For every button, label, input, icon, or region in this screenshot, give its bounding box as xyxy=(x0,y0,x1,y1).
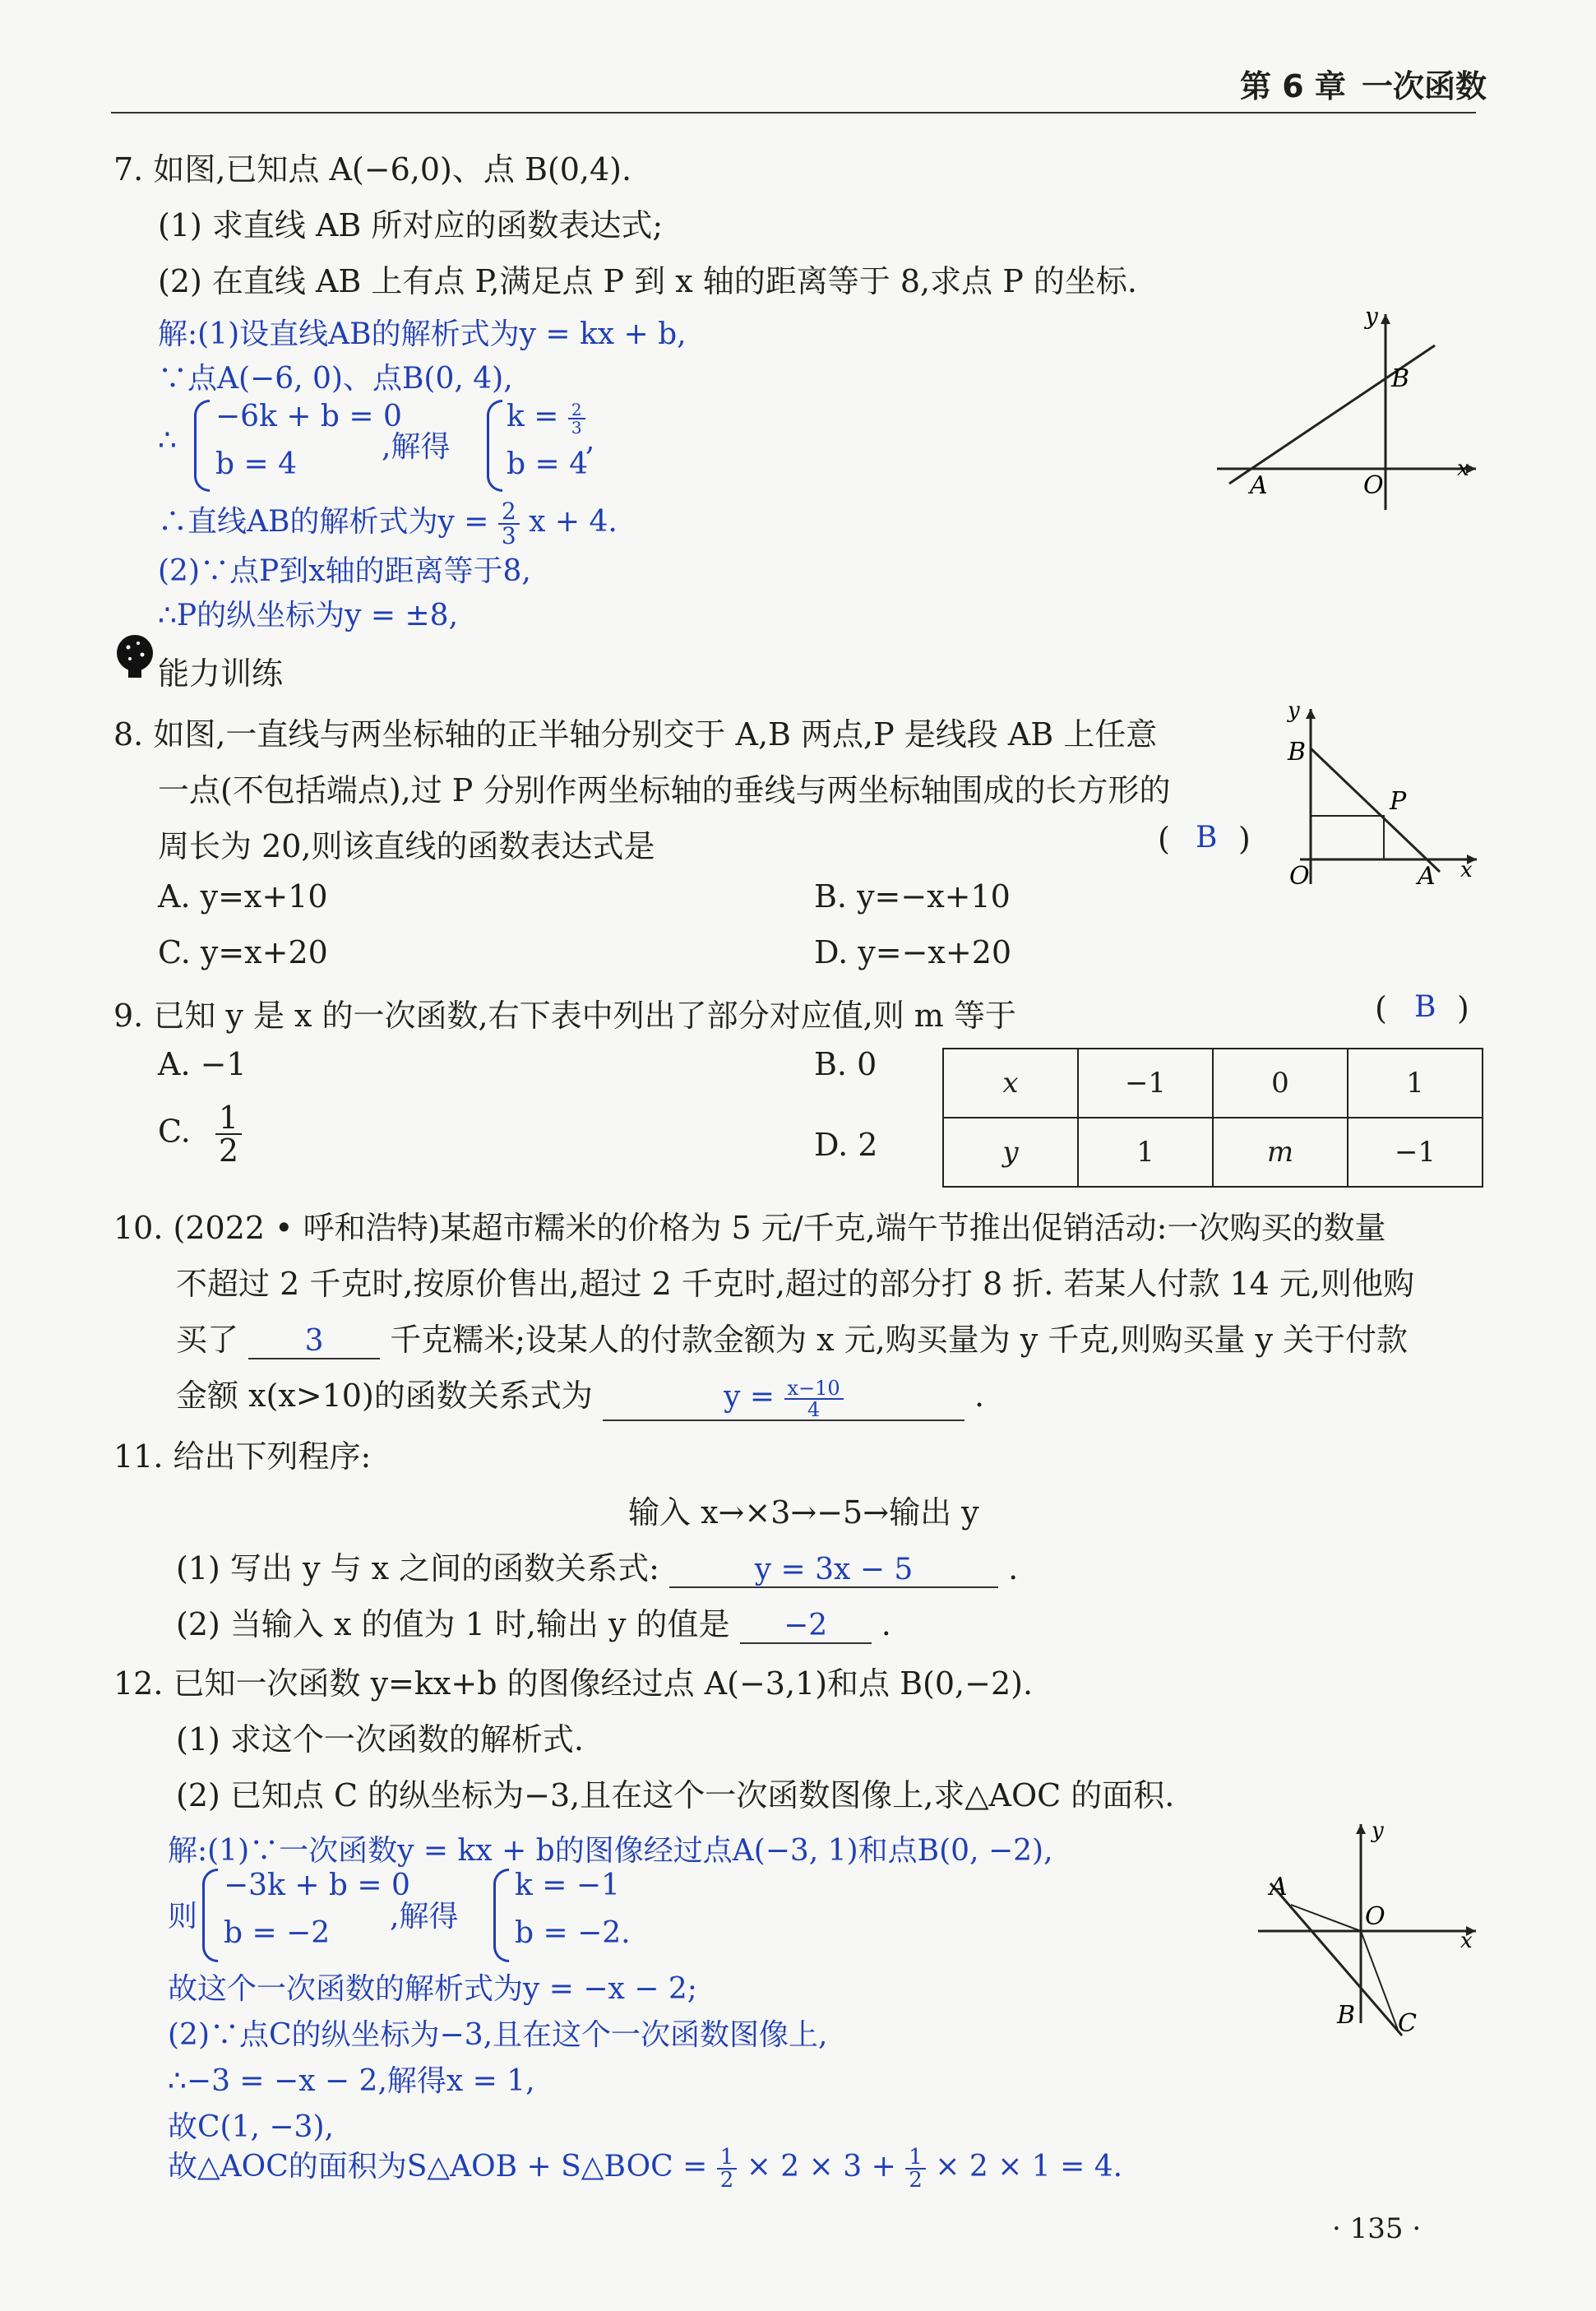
q8-label-b: B xyxy=(1288,738,1307,766)
q12-sys1-eq1: −3k + b = 0 xyxy=(224,1869,410,1902)
q12-sys2-eq2: b = −2. xyxy=(515,1916,631,1950)
q12-y-arrow xyxy=(1356,1824,1366,1834)
q7-brace-2 xyxy=(487,400,502,492)
q7-y-arrow xyxy=(1381,314,1390,324)
q10-line4: 金额 x(x>10)的函数关系式为 y = $\frac{x-10}{4}$ . xyxy=(176,1377,985,1421)
q8-figure xyxy=(1279,699,1485,896)
q10-blank-2: y = $\frac{x-10}{4}$ xyxy=(603,1378,965,1421)
q7-stem: 7. 如图,已知点 A(−6,0)、点 B(0,4). xyxy=(113,151,632,188)
q8-line1: 8. 如图,一直线与两坐标轴的正半轴分别交于 A,B 两点,P 是线段 AB 上任意 xyxy=(113,716,1158,753)
q9-stem: 9. 已知 y 是 x 的一次函数,右下表中列出了部分对应值,则 m 等于 xyxy=(113,998,1016,1034)
chapter-title: 一次函数 xyxy=(1362,68,1487,104)
q12-brace-1 xyxy=(202,1869,218,1962)
q7-k-fraction: $\frac{2}{3}$ xyxy=(568,401,585,436)
q7-sol-line1: 解:(1)设直线AB的解析式为y = kx + b, xyxy=(158,317,687,351)
q12-label-a: A xyxy=(1270,1873,1288,1901)
q10-blank-1: 3 xyxy=(248,1324,380,1359)
q7-label-o: O xyxy=(1363,471,1384,500)
q7-label-b: B xyxy=(1391,364,1410,393)
q12-brace-2 xyxy=(493,1869,509,1962)
q9-answer-paren-left: ( xyxy=(1375,990,1387,1026)
table-row xyxy=(943,1118,1483,1187)
q7-sys2-eq2: b = 4 xyxy=(507,447,588,481)
q8-option-b: B. y=−x+10 xyxy=(814,878,1011,915)
q12-solve-text: ,解得 xyxy=(390,1900,459,1934)
q7-part2: (2) 在直线 AB 上有点 P,满足点 P 到 x 轴的距离等于 8,求点 P 的坐标. xyxy=(158,263,1137,299)
q9-option-b: B. 0 xyxy=(814,1046,877,1082)
q7-comma: , xyxy=(585,424,595,457)
q12-label-b: B xyxy=(1337,2001,1356,2030)
header-rule xyxy=(111,112,1476,113)
q10-line3: 买了 3 千克糯米;设某人的付款金额为 x 元,购买量为 y 千克,则购买量 y 关于付款 xyxy=(176,1322,1409,1358)
table-cell: m xyxy=(1213,1118,1348,1187)
q8-label-o: O xyxy=(1289,862,1310,891)
q12-sol-line1: 解:(1)∵一次函数y = kx + b的图像经过点A(−3, 1)和点B(0, −2), xyxy=(168,1834,1053,1868)
q12-sys2-eq1: k = −1 xyxy=(515,1869,620,1902)
q9-answer-paren-right: ) xyxy=(1457,990,1469,1026)
q12-sys1-eq2: b = −2 xyxy=(224,1916,331,1950)
q8-label-x: x xyxy=(1460,858,1473,882)
q8-line3: 周长为 20,则该直线的函数表达式是 xyxy=(158,828,655,864)
q8-answer-paren-left: ( xyxy=(1158,821,1170,857)
q12-sol-line4: (2)∵点C的纵坐标为−3,且在这个一次函数图像上, xyxy=(168,2018,828,2052)
q11-blank-2: −2 xyxy=(740,1609,872,1644)
table-cell: 0 xyxy=(1213,1049,1348,1118)
chapter-number: 第 6 章 xyxy=(1240,68,1346,104)
q12-sol-then: 则 xyxy=(168,1900,198,1934)
q12-sol-line5: ∴−3 = −x − 2,解得x = 1, xyxy=(168,2064,535,2098)
q8-option-a: A. y=x+10 xyxy=(158,878,328,915)
q11-part2: (2) 当输入 x 的值为 1 时,输出 y 的值是 −2 . xyxy=(176,1606,891,1642)
q12-part1: (1) 求这个一次函数的解析式. xyxy=(176,1721,584,1758)
q7-sol-line2: ∵点A(−6, 0)、点B(0, 4), xyxy=(158,362,513,396)
q8-rectangle xyxy=(1311,816,1384,859)
q12-segment-oc xyxy=(1361,1931,1398,2030)
q8-line2: 一点(不包括端点),过 P 分别作两坐标轴的垂线与两坐标轴围成的长方形的 xyxy=(158,772,1171,808)
q12-fraction-1: $\frac{1}{2}$ xyxy=(717,2147,738,2191)
q7-k-label: k = xyxy=(507,400,559,433)
q9-option-a: A. −1 xyxy=(158,1046,247,1082)
q8-line-ab xyxy=(1311,748,1440,872)
table-cell: −1 xyxy=(1348,1118,1483,1187)
table-cell: −1 xyxy=(1078,1049,1213,1118)
q7-part1: (1) 求直线 AB 所对应的函数表达式; xyxy=(158,207,664,243)
q7-sol-line4: ∴直线AB的解析式为y = $\frac{2}{3}$ x + 4. xyxy=(158,498,618,549)
q12-figure xyxy=(1233,1809,1488,2048)
q8-option-d: D. y=−x+20 xyxy=(814,934,1012,970)
q7-sys1-eq2: b = 4 xyxy=(215,447,297,481)
q7-brace-1 xyxy=(194,400,210,492)
q12-label-c: C xyxy=(1398,2009,1417,2038)
table-cell: x xyxy=(943,1049,1078,1118)
q12-label-y: y xyxy=(1372,1818,1384,1843)
q12-stem: 12. 已知一次函数 y=kx+b 的图像经过点 A(−3,1)和点 B(0,−2). xyxy=(113,1665,1034,1702)
q9-option-c: C. $\frac{1}{2}$ xyxy=(158,1102,242,1166)
q7-sol-line6: ∴P的纵坐标为y = ±8, xyxy=(158,599,459,632)
q9-answer: B xyxy=(1414,990,1436,1024)
q12-fraction-2: $\frac{1}{2}$ xyxy=(905,2147,926,2191)
q8-option-c: C. y=x+20 xyxy=(158,934,328,970)
q7-figure xyxy=(1200,304,1488,518)
table-cell: y xyxy=(943,1118,1078,1187)
q8-answer-paren-right: ) xyxy=(1238,821,1251,857)
q10-line2: 不超过 2 千克时,按原价售出,超过 2 千克时,超过的部分打 8 折. 若某人付款 14 元,则他购 xyxy=(176,1266,1414,1302)
q7-sys1-eq1: −6k + b = 0 xyxy=(215,400,402,433)
q11-blank-1: y = 3x − 5 xyxy=(669,1553,998,1588)
q7-sys2-eq1 xyxy=(507,400,585,436)
table-row xyxy=(943,1049,1483,1118)
q8-answer: B xyxy=(1196,821,1218,854)
q9-table xyxy=(942,1048,1483,1188)
q7-label-y: y xyxy=(1365,304,1378,330)
q7-label-a: A xyxy=(1250,471,1268,500)
page-number: · 135 · xyxy=(1332,2212,1422,2245)
q7-label-x: x xyxy=(1457,456,1469,481)
section-title: 能力训练 xyxy=(158,655,284,692)
q12-label-x: x xyxy=(1460,1929,1473,1953)
q12-sol-line3: 故这个一次函数的解析式为y = −x − 2; xyxy=(168,1972,697,2006)
q7-sol-therefore: ∴ xyxy=(158,424,177,457)
q11-part1: (1) 写出 y 与 x 之间的函数关系式: y = 3x − 5 . xyxy=(176,1550,1019,1586)
q9-option-c-fraction: $\frac{1}{2}$ xyxy=(215,1102,242,1166)
q7-sol-line5: (2)∵点P到x轴的距离等于8, xyxy=(158,554,531,588)
q11-program: 输入 x→×3→−5→输出 y xyxy=(628,1494,979,1531)
q8-label-a: A xyxy=(1418,862,1436,891)
table-cell: 1 xyxy=(1078,1118,1213,1187)
q11-stem: 11. 给出下列程序: xyxy=(113,1438,372,1475)
q8-label-p: P xyxy=(1390,787,1407,816)
table-cell: 1 xyxy=(1348,1049,1483,1118)
q7-solve-text: ,解得 xyxy=(382,430,451,464)
q9-option-d: D. 2 xyxy=(814,1127,878,1163)
q10-line1: 10. (2022 • 呼和浩特)某超市糯米的价格为 5 元/千克,端午节推出促销活动:一次购买的数量 xyxy=(113,1210,1386,1246)
q12-part2: (2) 已知点 C 的纵坐标为−3,且在这个一次函数图像上,求△AOC 的面积. xyxy=(176,1777,1175,1813)
q7-slope-fraction: $\frac{2}{3}$ xyxy=(498,500,520,548)
q12-sol-line7: 故△AOC的面积为S△AOB + S△BOC = $\frac{1}{2}$ × 2 × 3 + $\frac{1}{2}$ × 2 × 1 = 4. xyxy=(168,2145,1123,2193)
q8-y-arrow xyxy=(1306,709,1316,719)
q12-sol-line6: 故C(1, −3), xyxy=(168,2110,334,2144)
q8-label-y: y xyxy=(1288,699,1300,723)
q12-label-o: O xyxy=(1365,1902,1386,1931)
bulb-icon xyxy=(113,633,156,679)
